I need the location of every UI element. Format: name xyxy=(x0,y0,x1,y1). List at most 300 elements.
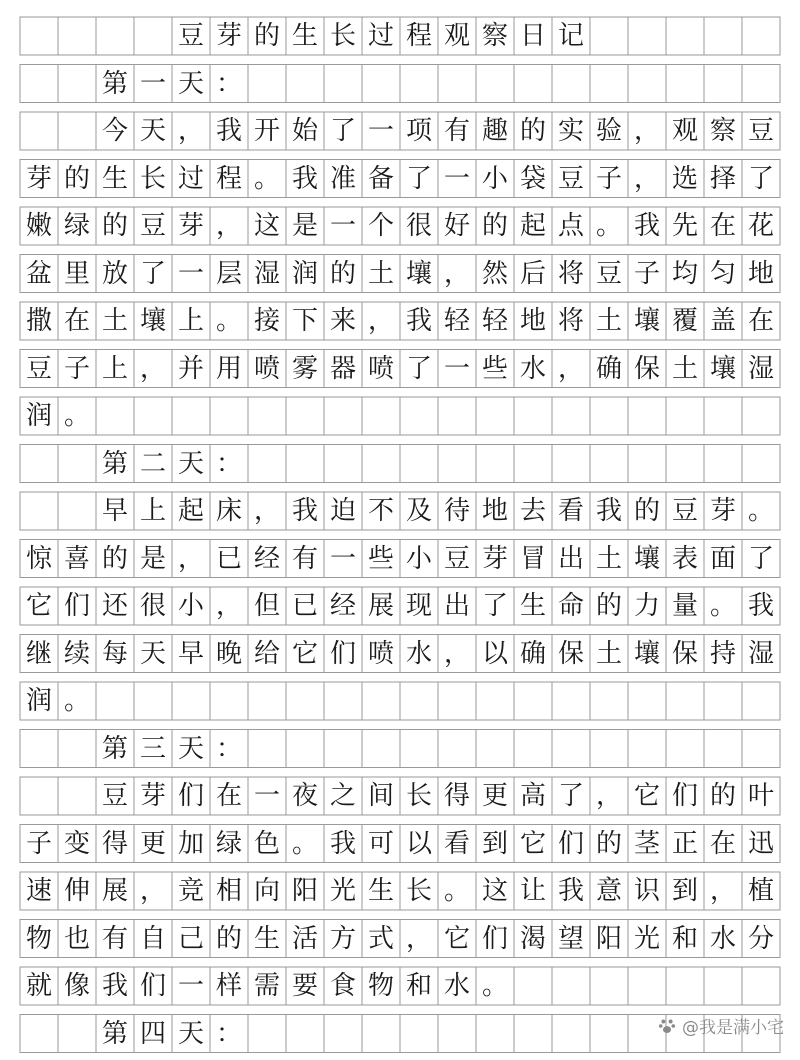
grid-char xyxy=(20,65,58,103)
grid-char: 一 xyxy=(443,353,470,384)
grid-char: 些 xyxy=(367,543,394,574)
grid-char: 晚 xyxy=(215,638,242,669)
grid-char: 绿 xyxy=(215,828,242,859)
grid-char: 水 xyxy=(443,971,470,1001)
text-row xyxy=(20,967,780,1005)
grid-char: 有 xyxy=(291,543,318,574)
grid-char: 一 xyxy=(329,543,356,574)
grid-char: 。 xyxy=(63,686,90,716)
grid-char: 的 xyxy=(709,781,736,811)
grid-char: 择 xyxy=(709,163,736,194)
grid-char: 表 xyxy=(671,543,698,574)
grid-char xyxy=(20,1015,58,1053)
grid-char: 间 xyxy=(367,781,394,811)
text-row xyxy=(20,397,780,435)
grid-char: 了 xyxy=(481,591,508,621)
grid-char: 经 xyxy=(253,543,280,574)
grid-char: 和 xyxy=(405,971,432,1001)
grid-char: ， xyxy=(177,116,204,146)
grid-char: 生 xyxy=(101,163,128,194)
grid-char: 里 xyxy=(63,258,90,289)
grid-char: 样 xyxy=(215,971,242,1001)
grid-char: 在 xyxy=(747,306,774,336)
grid-char: 冒 xyxy=(519,543,546,574)
grid-char: 一 xyxy=(367,116,394,146)
grid-char: 和 xyxy=(671,923,698,954)
grid-char: 但 xyxy=(253,591,280,621)
grid-char: 伸 xyxy=(63,876,90,906)
grid-char: 轻 xyxy=(443,306,470,336)
grid-char: 好 xyxy=(443,211,470,241)
grid-char: 望 xyxy=(557,923,584,954)
grid-char xyxy=(20,730,58,768)
grid-char: 芽 xyxy=(481,543,508,574)
grid-char: 土 xyxy=(671,353,698,384)
grid-char: 以 xyxy=(405,828,432,859)
grid-char: 它 xyxy=(633,781,660,811)
text-row xyxy=(20,682,780,720)
grid-char: 子 xyxy=(595,163,622,194)
text-row xyxy=(20,160,780,198)
text-row xyxy=(20,207,780,245)
grid-char: 光 xyxy=(329,876,356,906)
grid-char: ： xyxy=(215,1018,242,1049)
grid-char: 已 xyxy=(291,591,318,621)
grid-char: 去 xyxy=(519,496,546,526)
grid-char: 第 xyxy=(101,68,128,99)
grid-char: 芽 xyxy=(177,211,204,241)
grid-char: 察 xyxy=(481,21,508,51)
grid-char: 壤 xyxy=(633,638,660,669)
grid-char: 第 xyxy=(101,1018,128,1049)
grid-char: 叶 xyxy=(747,781,774,811)
grid-char: 还 xyxy=(101,591,128,621)
grid-char: 后 xyxy=(519,258,546,289)
grid-char: 夜 xyxy=(291,781,318,811)
grid-char xyxy=(20,492,58,530)
watermark-text: @我是满小宅 xyxy=(682,1018,784,1038)
grid-char: 很 xyxy=(405,211,432,241)
grid-char: 覆 xyxy=(671,306,698,336)
paw-logo-icon xyxy=(658,1017,676,1035)
grid-char: 待 xyxy=(443,496,470,526)
grid-char xyxy=(58,1015,96,1053)
grid-char: 它 xyxy=(443,923,470,954)
grid-char: 土 xyxy=(367,258,394,289)
grid-char: ， xyxy=(139,876,166,906)
grid-char xyxy=(58,730,96,768)
grid-char: 们 xyxy=(139,971,166,1001)
grid-char: 备 xyxy=(367,163,394,194)
grid-char: 确 xyxy=(595,353,622,384)
grid-char: 长 xyxy=(405,876,432,906)
grid-char: ， xyxy=(253,496,280,526)
grid-char: 在 xyxy=(709,211,736,241)
grid-char: 到 xyxy=(481,828,508,859)
grid-char: 豆 xyxy=(139,211,166,241)
grid-char: 床 xyxy=(215,496,242,526)
grid-char xyxy=(58,777,96,815)
grid-char: 向 xyxy=(253,876,280,906)
grid-char: 子 xyxy=(63,353,90,384)
grid-char: ， xyxy=(215,211,242,241)
grid-char: 高 xyxy=(519,781,546,811)
grid-char: 准 xyxy=(329,163,356,194)
grid-char: 豆 xyxy=(177,21,204,51)
grid-char: 壤 xyxy=(139,306,166,336)
grid-char: 继 xyxy=(25,638,52,669)
grid-char: 可 xyxy=(367,828,394,859)
grid-char: 的 xyxy=(101,211,128,241)
grid-char: 天 xyxy=(177,448,204,479)
grid-char: 阳 xyxy=(595,923,622,954)
grid-char: 过 xyxy=(177,163,204,194)
text-row xyxy=(20,112,780,150)
grid-char: 豆 xyxy=(443,543,470,574)
grid-char: 们 xyxy=(177,781,204,811)
grid-char: ， xyxy=(405,923,432,954)
grid-char: 芽 xyxy=(709,496,736,526)
grid-char: 开 xyxy=(253,116,280,146)
grid-char: ， xyxy=(177,543,204,574)
grid-char: 活 xyxy=(291,923,318,954)
grid-char: 观 xyxy=(443,21,470,51)
grid-char: 盖 xyxy=(709,306,736,336)
grid-char: 。 xyxy=(709,591,736,621)
grid-char: 已 xyxy=(215,543,242,574)
grid-char: 天 xyxy=(139,116,166,146)
grid-char: 们 xyxy=(557,828,584,859)
grid-char: 润 xyxy=(291,258,318,289)
grid-char: 命 xyxy=(557,591,584,621)
grid-char: 识 xyxy=(633,876,660,906)
grid-char: 。 xyxy=(481,971,508,1001)
grid-char: 我 xyxy=(595,496,622,526)
text-row xyxy=(20,777,780,815)
grid-char: 之 xyxy=(329,781,356,811)
grid-char: 轻 xyxy=(481,306,508,336)
grid-char: 迅 xyxy=(747,828,774,859)
text-row xyxy=(20,872,780,910)
grid-char: 绿 xyxy=(63,211,90,241)
grid-char: 面 xyxy=(709,543,736,574)
grid-char: 上 xyxy=(101,353,128,384)
grid-char: 有 xyxy=(101,923,128,954)
grid-char: 土 xyxy=(101,306,128,336)
grid-char: 渴 xyxy=(519,923,546,954)
grid-char: 我 xyxy=(291,163,318,194)
text-row xyxy=(20,825,780,863)
text-row xyxy=(20,17,780,55)
text-row xyxy=(20,540,780,578)
grid-char: 在 xyxy=(215,781,242,811)
grid-char: 点 xyxy=(557,211,584,241)
grid-char: 有 xyxy=(443,116,470,146)
grid-char: 壤 xyxy=(633,543,660,574)
grid-char: 了 xyxy=(329,116,356,146)
grid-char: 的 xyxy=(633,496,660,526)
grid-char: 物 xyxy=(367,971,394,1001)
grid-char: 喜 xyxy=(63,543,90,574)
text-row xyxy=(20,445,780,483)
grid-char: 小 xyxy=(405,543,432,574)
grid-char: 层 xyxy=(215,258,242,289)
text-row xyxy=(20,255,780,293)
grid-char: ， xyxy=(557,353,584,384)
grid-char: 一 xyxy=(443,163,470,194)
grid-char: 二 xyxy=(139,448,166,479)
grid-char: 食 xyxy=(329,971,356,1001)
grid-char: 壤 xyxy=(405,258,432,289)
grid-char: 早 xyxy=(101,496,128,526)
grid-char: 我 xyxy=(329,828,356,859)
grid-char: 经 xyxy=(329,591,356,621)
grid-char: 它 xyxy=(519,828,546,859)
grid-char: 展 xyxy=(367,591,394,621)
grid-char: 们 xyxy=(63,591,90,621)
text-row xyxy=(20,730,780,768)
grid-char: 然 xyxy=(481,258,508,289)
grid-char: 四 xyxy=(139,1018,166,1049)
grid-char: 豆 xyxy=(101,781,128,811)
grid-char: 我 xyxy=(405,306,432,336)
grid-char: 的 xyxy=(519,116,546,146)
grid-char: 惊 xyxy=(25,543,52,574)
grid-char: 程 xyxy=(215,163,242,194)
grid-char: 竞 xyxy=(177,876,204,906)
grid-char: 豆 xyxy=(595,258,622,289)
grid-char: 芽 xyxy=(25,163,52,194)
text-row xyxy=(20,920,780,958)
grid-char: 水 xyxy=(519,353,546,384)
grid-char: 很 xyxy=(139,591,166,621)
grid-char: 记 xyxy=(557,21,584,51)
grid-char: 水 xyxy=(709,923,736,954)
grid-char: 得 xyxy=(443,781,470,811)
grid-char: 地 xyxy=(481,496,508,526)
grid-char: 在 xyxy=(63,306,90,336)
grid-char: 察 xyxy=(709,116,736,146)
grid-char: 地 xyxy=(519,306,546,336)
grid-char: 了 xyxy=(747,163,774,194)
grid-char: 展 xyxy=(101,876,128,906)
grid-char: 项 xyxy=(405,116,432,146)
grid-char: 得 xyxy=(101,828,128,859)
grid-char xyxy=(20,112,58,150)
grid-char: 土 xyxy=(595,543,622,574)
grid-char: 这 xyxy=(481,876,508,906)
grid-char: 植 xyxy=(747,876,774,906)
text-row xyxy=(20,492,780,530)
grid-char: 雾 xyxy=(291,353,318,384)
grid-char: 力 xyxy=(633,591,660,621)
grid-char: 一 xyxy=(177,971,204,1001)
grid-char: 到 xyxy=(671,876,698,906)
grid-char: 。 xyxy=(291,828,318,859)
grid-char: 袋 xyxy=(519,163,546,194)
grid-char xyxy=(58,445,96,483)
grid-char: 第 xyxy=(101,448,128,479)
grid-char: 程 xyxy=(405,21,432,51)
grid-char: 生 xyxy=(253,923,280,954)
grid-char: 均 xyxy=(671,258,698,289)
grid-char: 看 xyxy=(557,496,584,526)
grid-char: 观 xyxy=(671,116,698,146)
grid-char: 相 xyxy=(215,876,242,906)
grid-char: 壤 xyxy=(633,306,660,336)
grid-char: 天 xyxy=(139,638,166,669)
grid-char: 放 xyxy=(101,258,128,289)
grid-char: 小 xyxy=(481,163,508,194)
grid-char: 来 xyxy=(329,306,356,336)
grid-char: 们 xyxy=(671,781,698,811)
grid-char: 给 xyxy=(253,638,280,669)
grid-char: ， xyxy=(633,116,660,146)
grid-char: 土 xyxy=(595,638,622,669)
grid-char: 长 xyxy=(329,21,356,51)
grid-char: 像 xyxy=(63,971,90,1001)
grid-char: ： xyxy=(215,733,242,764)
grid-char: 了 xyxy=(557,781,584,811)
grid-char: 壤 xyxy=(709,353,736,384)
grid-char: 茎 xyxy=(633,828,660,859)
grid-char: 一 xyxy=(329,211,356,241)
grid-char: 我 xyxy=(101,971,128,1001)
grid-char: 它 xyxy=(25,591,52,621)
grid-char: 下 xyxy=(291,306,318,336)
grid-char: 并 xyxy=(177,353,204,384)
grid-char: 实 xyxy=(557,116,584,146)
grid-char: 阳 xyxy=(291,876,318,906)
grid-char: 润 xyxy=(25,686,52,716)
grid-char: 。 xyxy=(215,306,242,336)
grid-char xyxy=(20,445,58,483)
grid-char: 的 xyxy=(101,543,128,574)
grid-char: 第 xyxy=(101,733,128,764)
grid-char: 自 xyxy=(139,923,166,954)
grid-char xyxy=(58,65,96,103)
grid-char: 续 xyxy=(63,638,90,669)
grid-char: 分 xyxy=(747,923,774,954)
grid-char: 了 xyxy=(747,543,774,574)
grid-char: 。 xyxy=(443,876,470,906)
grid-char: 早 xyxy=(177,638,204,669)
grid-char: 一 xyxy=(253,781,280,811)
grid-char: 湿 xyxy=(747,638,774,669)
grid-char: ， xyxy=(595,781,622,811)
grid-char: 过 xyxy=(367,21,394,51)
grid-char: 豆 xyxy=(557,163,584,194)
grid-char: 让 xyxy=(519,876,546,906)
grid-char: 一 xyxy=(139,68,166,99)
grid-char: 生 xyxy=(367,876,394,906)
grid-char: 我 xyxy=(291,496,318,526)
text-row xyxy=(20,65,780,103)
grid-char xyxy=(58,17,96,55)
grid-char: 这 xyxy=(253,211,280,241)
grid-char: ： xyxy=(215,68,242,99)
grid-char: 嫩 xyxy=(25,211,52,241)
grid-char: ， xyxy=(215,591,242,621)
grid-char: 将 xyxy=(557,258,584,289)
grid-char: 更 xyxy=(139,828,166,859)
grid-char: 出 xyxy=(557,543,584,574)
grid-char: 喷 xyxy=(253,353,280,384)
grid-char: 我 xyxy=(557,876,584,906)
grid-char: 豆 xyxy=(747,116,774,146)
grid-char: 接 xyxy=(253,306,280,336)
grid-char: 我 xyxy=(215,116,242,146)
grid-char: 先 xyxy=(671,211,698,241)
grid-char: 。 xyxy=(63,401,90,431)
grid-char: 始 xyxy=(291,116,318,146)
grid-char: 看 xyxy=(443,828,470,859)
grid-char: 趣 xyxy=(481,116,508,146)
grid-char: 起 xyxy=(519,211,546,241)
grid-char: 个 xyxy=(367,211,394,241)
grid-char: 现 xyxy=(405,591,432,621)
grid-char xyxy=(58,112,96,150)
grid-char: 将 xyxy=(557,306,584,336)
grid-char: 以 xyxy=(481,638,508,669)
grid-char: 了 xyxy=(405,353,432,384)
grid-char: 就 xyxy=(25,971,52,1001)
grid-char: 的 xyxy=(329,258,356,289)
grid-char: 花 xyxy=(747,211,774,241)
grid-char: 己 xyxy=(177,923,204,954)
grid-char: 速 xyxy=(25,876,52,906)
grid-char: 生 xyxy=(519,591,546,621)
watermark xyxy=(658,1013,784,1038)
grid-char: 我 xyxy=(747,591,774,621)
text-row xyxy=(20,350,780,388)
grid-char: 豆 xyxy=(25,353,52,384)
grid-char: 土 xyxy=(595,306,622,336)
grid-char: ， xyxy=(709,876,736,906)
grid-char: 子 xyxy=(633,258,660,289)
grid-char: 光 xyxy=(633,923,660,954)
grid-char: ， xyxy=(139,353,166,384)
grid-char: 意 xyxy=(595,876,622,906)
grid-char: 水 xyxy=(405,638,432,669)
grid-char: 量 xyxy=(671,591,698,621)
grid-char: 芽 xyxy=(139,781,166,811)
grid-char: 我 xyxy=(633,211,660,241)
grid-char: 湿 xyxy=(747,353,774,384)
grid-char: 芽 xyxy=(215,21,242,51)
grid-char: 湿 xyxy=(253,258,280,289)
grid-char: 要 xyxy=(291,971,318,1001)
grid-char xyxy=(20,777,58,815)
grid-char: 长 xyxy=(405,781,432,811)
grid-char: 色 xyxy=(253,828,280,859)
grid-char: 豆 xyxy=(671,496,698,526)
grid-char: 的 xyxy=(253,21,280,51)
grid-char: 选 xyxy=(671,163,698,194)
grid-char: 器 xyxy=(329,353,356,384)
grid-char: 的 xyxy=(595,591,622,621)
grid-char: 天 xyxy=(177,733,204,764)
grid-char: 。 xyxy=(595,211,622,241)
grid-char: 在 xyxy=(709,828,736,859)
grid-char xyxy=(134,17,172,55)
grid-char: 的 xyxy=(595,828,622,859)
grid-char: 。 xyxy=(747,496,774,526)
grid-char: 些 xyxy=(481,353,508,384)
grid-char: 三 xyxy=(139,733,166,764)
grid-char: 喷 xyxy=(367,638,394,669)
grid-char: 润 xyxy=(25,401,52,431)
